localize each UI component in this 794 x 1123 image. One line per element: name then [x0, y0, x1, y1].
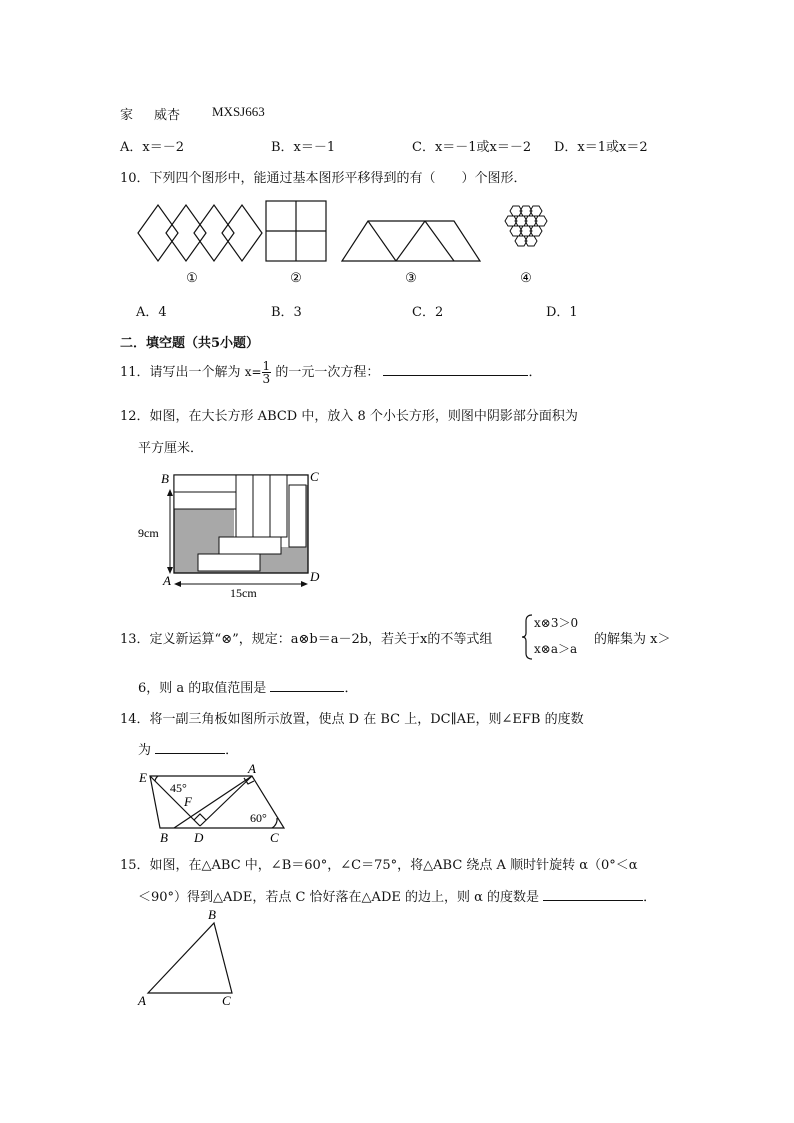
figure-rhombi [138, 205, 262, 261]
triangle-abc [148, 923, 232, 993]
q14-line2: 为 ． [138, 743, 239, 758]
header-text-b: 威杏 [154, 108, 181, 123]
q12-line1: 12．如图，在大长方形 ABCD 中，放入 8 个小长方形，则图中阴影部分面积为 [120, 409, 578, 424]
q10-option-c: C．2 [412, 305, 444, 320]
q15-line2: ＜90°）得到△ADE，若点 C 恰好落在△ADE 的边上，则 α 的度数是 ． [138, 890, 657, 905]
q12-figure [134, 465, 334, 600]
q11-eq: = [251, 365, 262, 379]
label-3: ③ [405, 270, 417, 285]
q10-text: 10．下列四个图形中，能通过基本图形平移得到的有（ ）个图形． [120, 171, 527, 186]
header-text-a: 家 [120, 108, 134, 123]
label-E: E [139, 770, 147, 785]
q13-pre: 13．定义新运算“⊗”，规定：a⊗b＝a－2b，若关于x的不等式组 [120, 632, 493, 647]
q11-post: 的一元一次方程： [275, 365, 380, 380]
q15-figure [134, 905, 254, 1010]
q12-line2: 平方厘米． [138, 441, 204, 456]
label-A: A [248, 761, 256, 776]
q10-option-b: B．3 [271, 305, 302, 320]
q9-option-a: A．x＝－2 [120, 140, 184, 155]
label-C: C [270, 830, 279, 845]
q11-line [120, 360, 541, 385]
q14-answer-blank[interactable] [155, 741, 225, 754]
q11-x: x [244, 365, 252, 379]
q11-pre: 11．请写出一个解为 [120, 365, 241, 380]
label-D: D [194, 830, 204, 845]
q9-option-d: D．x＝1或x＝2 [554, 140, 648, 155]
section-title: 二．填空题（共5小题） [120, 336, 260, 351]
q13-sys2: x⊗a＞a [534, 642, 578, 656]
label-A: A [163, 573, 171, 588]
label-height: 9cm [138, 526, 159, 540]
q10-option-a: A．4 [136, 305, 167, 320]
figure-squares [266, 201, 326, 261]
label-1: ① [186, 270, 198, 285]
q14-line1: 14．将一副三角板如图所示放置，使点 D 在 BC 上，DC∥AE，则∠EFB 的度数 [120, 712, 584, 727]
label-B: B [208, 907, 216, 922]
q10-option-d: D．1 [546, 305, 578, 320]
label-B: B [160, 830, 168, 845]
figure-triangles [342, 221, 480, 261]
q15-line1: 15．如图，在△ABC 中，∠B＝60°，∠C＝75°，将△ABC 绕点 A 顺时针旋转 α（0°＜α [120, 858, 638, 873]
q11-fraction [262, 360, 272, 385]
q11-answer-blank[interactable] [383, 363, 528, 376]
q10-figures [130, 195, 560, 290]
q9-option-c: C．x＝－1或x＝－2 [412, 140, 532, 155]
q13-sys1: x⊗3＞0 [534, 616, 579, 630]
label-60: 60° [250, 811, 267, 825]
label-D: D [310, 569, 320, 584]
q14-figure [134, 760, 294, 845]
label-A: A [138, 993, 146, 1008]
label-F: F [184, 794, 192, 809]
label-C: C [222, 993, 231, 1008]
q15-answer-blank[interactable] [543, 888, 643, 901]
brace-icon [520, 613, 534, 661]
label-B: B [161, 471, 169, 486]
q9-option-b: B．x＝－1 [271, 140, 336, 155]
label-45: 45° [170, 781, 187, 795]
figure-hexagons [505, 206, 547, 246]
q11-den: 3 [262, 372, 271, 386]
q13-line2: 6，则 a 的取值范围是 ． [138, 681, 358, 696]
q13-post: 的解集为 x＞ [594, 632, 671, 647]
label-width: 15cm [230, 586, 257, 600]
label-C: C [310, 469, 319, 484]
header-code: MXSJ663 [212, 104, 265, 119]
label-4: ④ [520, 270, 532, 285]
q11-end: ． [528, 365, 542, 380]
q13-answer-blank[interactable] [270, 679, 344, 692]
label-2: ② [290, 270, 302, 285]
q11-num: 1 [262, 359, 271, 373]
